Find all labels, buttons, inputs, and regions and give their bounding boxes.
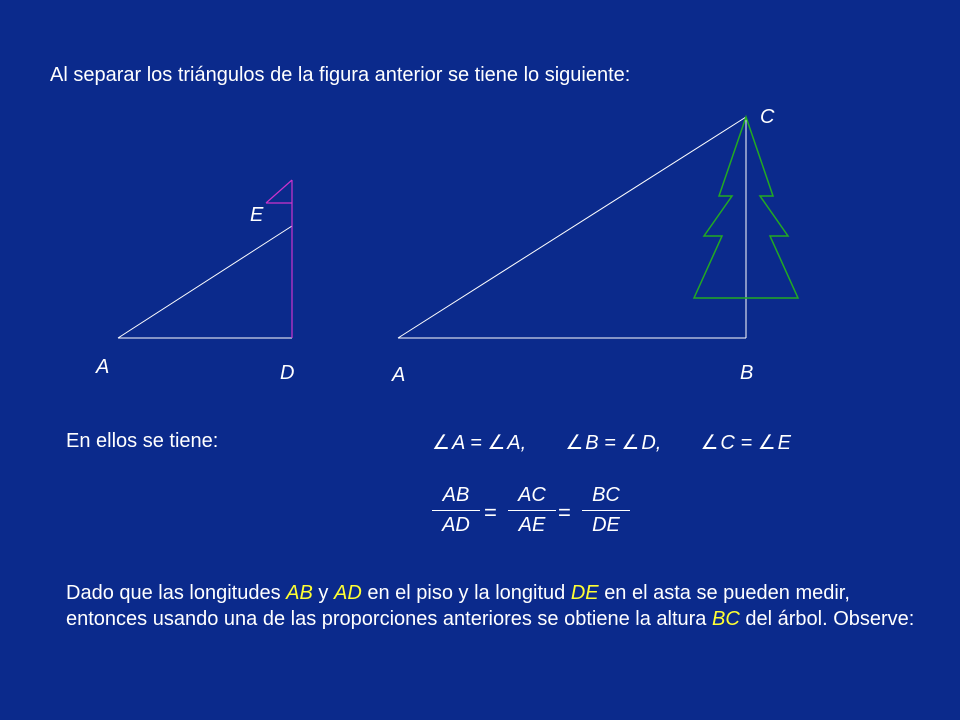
segment-ad: AD xyxy=(333,582,362,604)
fraction-bc-de xyxy=(582,484,630,537)
angle-symbol: ∠ xyxy=(487,432,506,454)
small-triangle-hypotenuse xyxy=(118,226,292,338)
angle-equalities xyxy=(432,430,791,455)
angle-symbol: ∠ xyxy=(565,432,584,454)
ellos-text: En ellos se tiene: xyxy=(66,430,219,452)
angle-b2: D, xyxy=(641,432,662,454)
label-big-b: B xyxy=(740,362,754,384)
angle-eq-1: = xyxy=(470,432,482,454)
explanation-paragraph xyxy=(66,580,936,632)
angle-symbol: ∠ xyxy=(700,432,719,454)
angle-a1: A xyxy=(451,432,465,454)
big-triangle-hypotenuse xyxy=(398,117,746,338)
fraction-numerator: AB xyxy=(432,484,480,511)
para-text-5: del árbol. Observe: xyxy=(745,608,915,630)
angle-symbol: ∠ xyxy=(621,432,640,454)
segment-bc: BC xyxy=(712,608,740,630)
label-small-d: D xyxy=(280,362,295,384)
segment-de: DE xyxy=(570,582,599,604)
label-big-a: A xyxy=(392,364,406,386)
fraction-numerator: AC xyxy=(508,484,556,511)
para-text-1: Dado que las longitudes xyxy=(66,582,281,604)
segment-ab: AB xyxy=(286,582,313,604)
fraction-numerator: BC xyxy=(582,484,630,511)
fraction-denominator: AD xyxy=(442,514,470,536)
label-small-a: A xyxy=(96,356,110,378)
fraction-denominator: AE xyxy=(518,514,546,536)
angle-b1: B xyxy=(585,432,599,454)
angle-eq-3: = xyxy=(740,432,753,454)
angle-c1: C xyxy=(720,432,735,454)
para-text-3: en el piso y la longitud xyxy=(367,582,566,604)
intro-text: Al separar los triángulos de la figura anterior se tiene lo siguiente: xyxy=(50,64,631,86)
angle-symbol: ∠ xyxy=(432,432,450,454)
small-triangle-shadow-line xyxy=(266,180,292,203)
angle-a2: A, xyxy=(507,432,527,454)
fraction-ac-ae xyxy=(508,484,556,537)
angle-c2: E xyxy=(777,432,791,454)
proportion-eq-1: = xyxy=(484,500,497,525)
fraction-denominator: DE xyxy=(592,514,620,536)
angle-eq-2: = xyxy=(604,432,616,454)
label-small-e: E xyxy=(250,204,264,226)
label-big-c: C xyxy=(760,106,775,128)
para-text-4: en el asta se pueden medir, entonces usando una de las proporciones anteriores se obtiene la altura xyxy=(66,582,850,630)
fraction-ab-ad xyxy=(432,484,480,537)
angle-symbol: ∠ xyxy=(757,432,776,454)
para-text-2: y xyxy=(318,582,329,604)
proportion-eq-2: = xyxy=(558,500,571,525)
